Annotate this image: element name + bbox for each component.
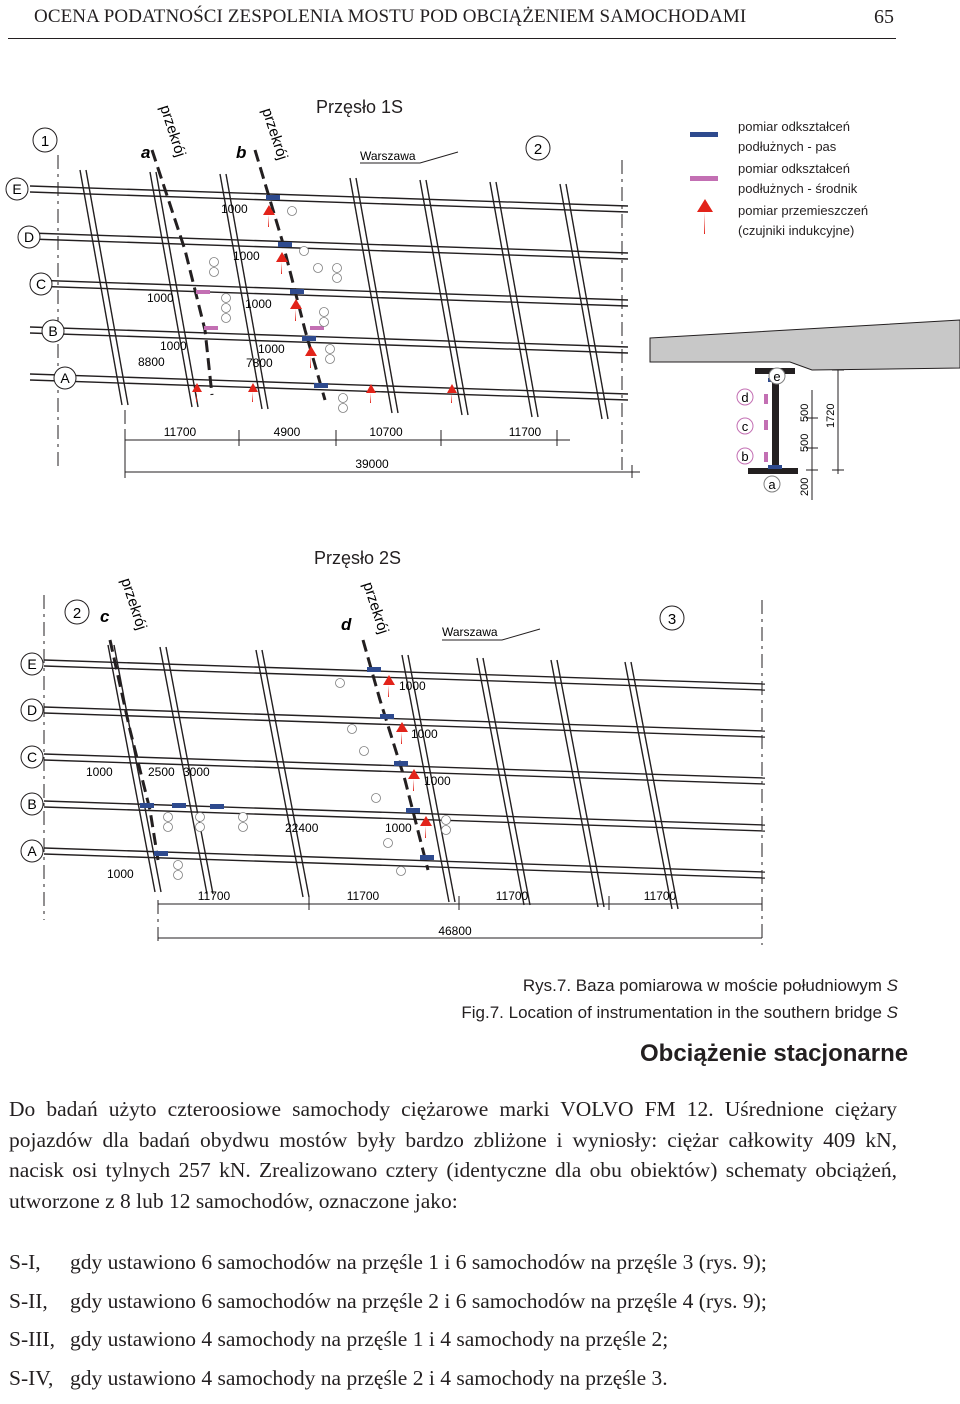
dim-label: 1000 bbox=[233, 249, 260, 263]
gauge-point: a bbox=[768, 477, 776, 492]
dim-label: 46800 bbox=[438, 924, 472, 938]
scheme-code: S-IV, bbox=[9, 1366, 53, 1391]
girder-label: C bbox=[27, 749, 37, 765]
girder-labels-2s bbox=[21, 653, 43, 862]
bottom-dims-1s bbox=[164, 425, 542, 471]
girder-label: A bbox=[60, 370, 70, 386]
gauge-callouts-1s bbox=[210, 207, 348, 413]
section-word: przekrój bbox=[117, 576, 150, 632]
cross-section-dims bbox=[799, 404, 837, 496]
girder-label: B bbox=[48, 323, 57, 339]
caption-en: Fig.7. Location of instrumentation in the southern bridge bbox=[461, 1003, 882, 1022]
section-heading: Obciążenie stacjonarne bbox=[640, 1040, 908, 1068]
legend bbox=[690, 117, 948, 247]
running-title: OCENA PODATNOŚCI ZESPOLENIA MOSTU POD OBCIĄŻENIEM SAMOCHODAMI bbox=[34, 6, 746, 28]
girder-label: E bbox=[12, 181, 21, 197]
section-cuts-2s bbox=[110, 640, 428, 870]
section-word: przekrój bbox=[156, 103, 189, 159]
support-3-label: 3 bbox=[668, 611, 676, 628]
direction-label: Warszawa bbox=[360, 149, 416, 163]
bottom-dims-2s bbox=[198, 889, 677, 938]
dim-label: 500 bbox=[799, 434, 811, 452]
dim-label: 39000 bbox=[355, 457, 389, 471]
girder-label: C bbox=[36, 276, 46, 292]
dim-label: 7800 bbox=[246, 356, 273, 370]
dim-label: 1000 bbox=[160, 339, 187, 353]
dim-label: 3000 bbox=[183, 765, 210, 779]
dim-label: 11700 bbox=[164, 425, 197, 439]
scheme-text: gdy ustawiono 4 samochody na przęśle 2 i 4 samochody na przęśle 3. bbox=[70, 1366, 668, 1391]
scheme-text: gdy ustawiono 6 samochodów na przęśle 1 i 6 samochodów na przęśle 3 (rys. 9); bbox=[70, 1250, 767, 1275]
displacement-arrows-1s bbox=[192, 205, 457, 403]
dim-label: 1000 bbox=[424, 774, 451, 788]
section-b-label: b bbox=[236, 143, 246, 162]
load-scheme-item bbox=[9, 1289, 909, 1328]
girder-label: D bbox=[24, 229, 34, 245]
legend-flange-swatch bbox=[690, 132, 718, 137]
dim-label: 500 bbox=[799, 404, 811, 422]
figure-caption bbox=[461, 972, 898, 1026]
caption-pl-bridge: S bbox=[887, 976, 898, 995]
legend-flange-label: pomiar odkształceń podłużnych - pas bbox=[738, 117, 888, 159]
span-2s-title: Przęsło 2S bbox=[314, 548, 401, 568]
dim-label: 10700 bbox=[369, 425, 403, 439]
scheme-text: gdy ustawiono 6 samochodów na przęśle 2 i 6 samochodów na przęśle 4 (rys. 9); bbox=[70, 1289, 767, 1314]
section-d-label: d bbox=[341, 615, 352, 634]
dim-label: 1000 bbox=[258, 342, 285, 356]
dim-label: 1000 bbox=[245, 297, 272, 311]
legend-displacement-label: pomiar przemieszczeń (czujniki indukcyjne) bbox=[738, 201, 908, 241]
girder-label: A bbox=[27, 843, 37, 859]
load-scheme-item bbox=[9, 1327, 909, 1366]
caption-en-bridge: S bbox=[887, 1003, 898, 1022]
girder-labels-1s bbox=[6, 178, 76, 389]
section-a-label: a bbox=[141, 143, 150, 162]
gauge-point: e bbox=[773, 369, 780, 384]
body-paragraph: Do badań użyto czteroosiowe samochody ciężarowe marki VOLVO FM 12. Uśrednione ciężary pojazdów dla badań obydwu mostów były bardzo zbliżone i wyniosły: ciężar całkowity 409 kN, nacisk osi tylnych 257 kN. Zrealizowano cztery (identyczne dla obu obiektów) schematy obciążeń, utworzone z 8 lub 12 samochodów, oznaczone jako: bbox=[9, 1094, 897, 1216]
dim-label: 1000 bbox=[107, 867, 134, 881]
span-2s-plan bbox=[21, 548, 765, 945]
girder-label: D bbox=[27, 702, 37, 718]
scheme-code: S-II, bbox=[9, 1289, 48, 1314]
load-scheme-item bbox=[9, 1366, 909, 1404]
dim-label: 1000 bbox=[399, 679, 426, 693]
gauge-point: c bbox=[742, 419, 749, 434]
direction-label: Warszawa bbox=[442, 625, 498, 639]
span-1s-plan bbox=[6, 97, 640, 478]
girder-label: B bbox=[27, 796, 36, 812]
load-schemes-list bbox=[9, 1250, 909, 1404]
strain-gauges-flange-1s bbox=[266, 195, 328, 388]
dim-label: 11700 bbox=[198, 889, 231, 903]
support-1-label: 1 bbox=[41, 133, 49, 150]
girders-1s bbox=[30, 186, 628, 400]
dim-label: 11700 bbox=[347, 889, 380, 903]
section-word: przekrój bbox=[359, 580, 392, 636]
girder-label: E bbox=[27, 656, 36, 672]
dim-label: 1000 bbox=[385, 821, 412, 835]
girder-web bbox=[772, 374, 779, 468]
dim-label: 1000 bbox=[147, 291, 174, 305]
dim-label: 1000 bbox=[221, 202, 248, 216]
cross-section bbox=[650, 320, 960, 500]
legend-displacement-arrow bbox=[697, 199, 713, 234]
caption-pl: Rys.7. Baza pomiarowa w moście południowym bbox=[523, 976, 882, 995]
section-c-label: c bbox=[100, 607, 110, 626]
dim-label: 11700 bbox=[509, 425, 542, 439]
support-2-label: 2 bbox=[73, 605, 81, 622]
load-scheme-item bbox=[9, 1250, 909, 1289]
page-number: 65 bbox=[874, 6, 894, 29]
span-1s-title: Przęsło 1S bbox=[316, 97, 403, 117]
dim-label: 4900 bbox=[274, 425, 301, 439]
legend-web-label: pomiar odkształceń podłużnych - środnik bbox=[738, 159, 898, 201]
dim-label: 11700 bbox=[644, 889, 677, 903]
gauge-point: d bbox=[741, 390, 748, 405]
gauge-point: b bbox=[741, 449, 748, 464]
scheme-text: gdy ustawiono 4 samochody na przęśle 1 i 4 samochody na przęśle 2; bbox=[70, 1327, 668, 1352]
section-word: przekrój bbox=[258, 106, 291, 162]
dim-label: 1000 bbox=[86, 765, 113, 779]
dim-label: 2500 bbox=[148, 765, 175, 779]
dim-label: 1000 bbox=[411, 727, 438, 741]
dim-label: 1720 bbox=[825, 404, 837, 428]
dim-label: 200 bbox=[799, 478, 811, 496]
scheme-code: S-I, bbox=[9, 1250, 41, 1275]
scheme-code: S-III, bbox=[9, 1327, 55, 1352]
deck-slab bbox=[650, 320, 960, 370]
dim-label: 22400 bbox=[285, 821, 319, 835]
legend-web-swatch bbox=[690, 176, 718, 181]
support-2-label: 2 bbox=[534, 141, 542, 158]
gauge-callouts-2s bbox=[164, 679, 451, 880]
dim-label: 11700 bbox=[496, 889, 529, 903]
dim-label: 8800 bbox=[138, 355, 165, 369]
